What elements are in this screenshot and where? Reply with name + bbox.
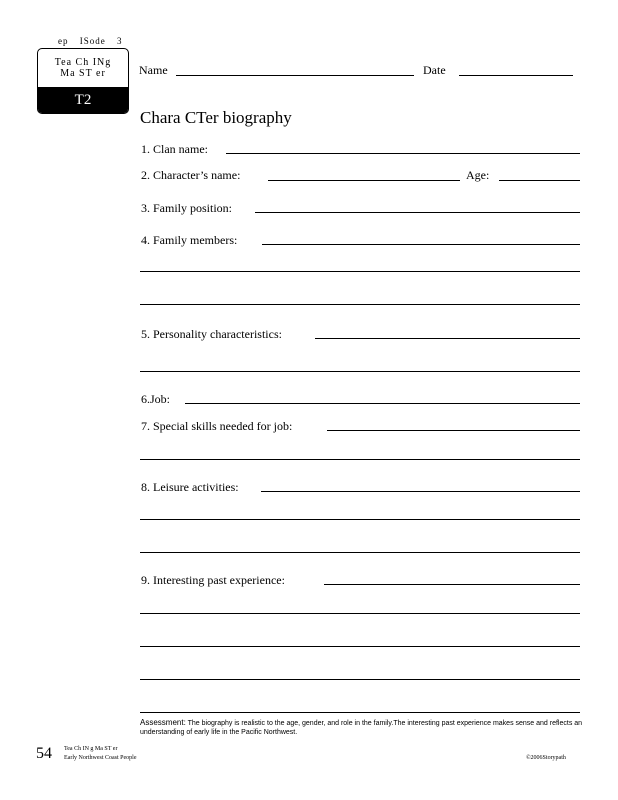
family-position-label: 3. Family position: [141,201,233,215]
clan-line[interactable] [226,153,580,154]
past-experience-line-5[interactable] [140,712,580,713]
family-position-line[interactable] [255,212,580,213]
family-members-line[interactable] [262,244,580,245]
name-label: Name [139,63,168,77]
special-skills-label: 7. Special skills needed for job: [141,419,293,433]
age-label: Age: [466,168,490,182]
assessment-label: Assessment: [140,718,186,727]
character-name-line[interactable] [268,180,460,181]
badge-line-2: Ma ST er [60,68,106,79]
personality-line-2[interactable] [140,371,580,372]
family-members-label: 4. Family members: [141,233,238,247]
leisure-label: 8. Leisure activities: [141,480,239,494]
date-line[interactable] [459,75,573,76]
leisure-line-3[interactable] [140,552,580,553]
character-name-label: 2. Character’s name: [141,168,241,182]
age-line[interactable] [499,180,580,181]
past-experience-label: 9. Interesting past experience: [141,573,285,587]
teaching-master-badge [37,48,129,114]
badge-title [38,49,128,87]
special-skills-line-2[interactable] [140,459,580,460]
special-skills-line[interactable] [327,430,580,431]
personality-line[interactable] [315,338,580,339]
family-members-line-3[interactable] [140,304,580,305]
series-line-1: Tea Ch IN g Ma ST er [64,746,118,752]
badge-code: T2 [38,87,128,113]
past-experience-line-2[interactable] [140,613,580,614]
personality-label: 5. Personality characteristics: [141,327,282,341]
family-members-line-2[interactable] [140,271,580,272]
page-number: 54 [36,745,52,762]
assessment-text: The biography is realistic to the age, gender, and role in the family.The interesting past experience makes sense and reflects an understanding of early life in the Pacific Northwest. [140,720,583,736]
name-line[interactable] [176,75,414,76]
job-line[interactable] [185,403,580,404]
episode-label: ep ISode 3 [58,36,123,46]
copyright: ©2006Storypath [526,755,566,761]
page-title: Chara CTer biography [140,108,292,127]
past-experience-line[interactable] [324,584,580,585]
leisure-line-2[interactable] [140,519,580,520]
job-label: 6.Job: [141,392,171,406]
past-experience-line-3[interactable] [140,646,580,647]
series-line-2: Early Northwest Coast People [64,755,137,761]
assessment-note [140,718,610,737]
badge-line-1: Tea Ch INg [54,57,112,68]
clan-label: 1. Clan name: [141,142,208,156]
leisure-line[interactable] [261,491,580,492]
past-experience-line-4[interactable] [140,679,580,680]
date-label: Date [423,63,446,77]
